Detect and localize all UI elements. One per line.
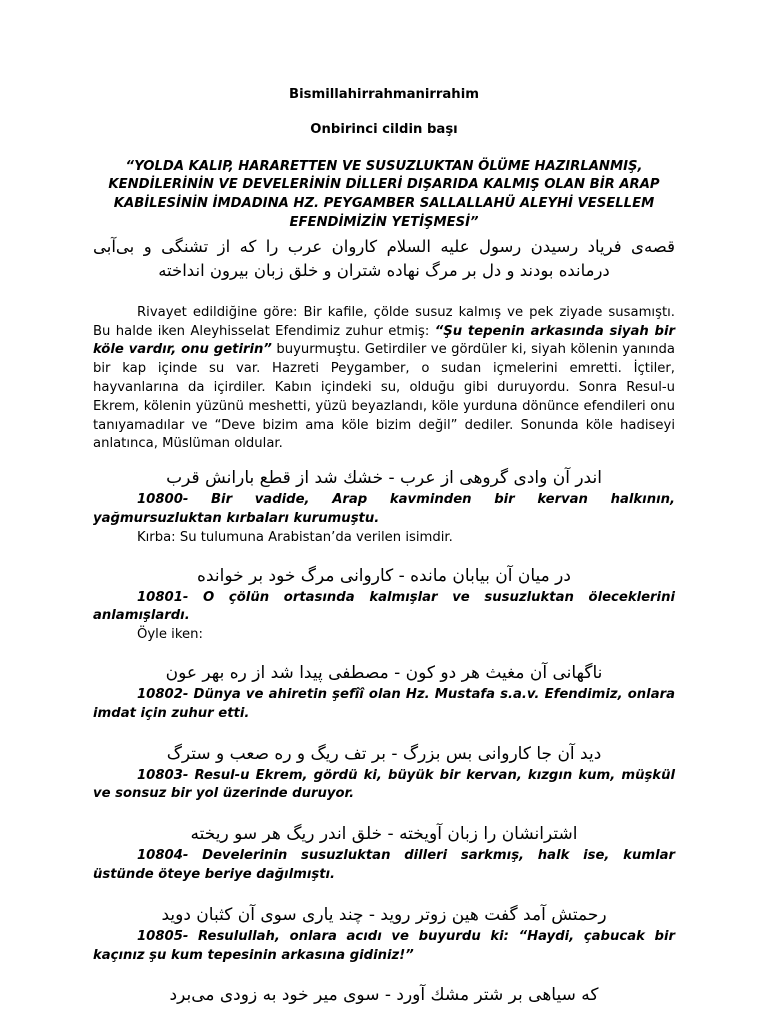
verse-block [93, 903, 675, 966]
verse-block [93, 742, 675, 805]
verse-block [93, 466, 675, 547]
story-title: “YOLDA KALIP, HARARETTEN VE SUSUZLUKTAN ÖLÜME HAZIRLANMIŞ, KENDİLERİNİN VE DEVELERİNİN DİLLERİ DIŞARIDA KALMIŞ OLAN BİR ARAP KABİLESİNİN İMDADINA HZ. PEYGAMBER SALLALLAHÜ ALEYHİ VESELLEM EFENDİMİZİN YETİŞMESİ” [108, 158, 660, 230]
bismillah-heading: Bismillahirrahmanirrahim [289, 87, 479, 102]
verse-translation: 10804- Develerinin susuzluktan dilleri sarkmış, halk ise, kumlar üstünde öteye beriye dağılmıştı. [93, 848, 675, 882]
verse-persian: رحمتش آمد گفت هین زوتر روید - چند یاری سوی آن کثبان دوید [161, 904, 607, 925]
verse-translation: 10805- Resulullah, onlara acıdı ve buyurdu ki: “Haydi, çabucak bir kaçınız şu kum tepesinin arkasına gidiniz!” [93, 928, 675, 963]
document-page [93, 80, 675, 1008]
verse-persian: ناگهانی آن مغیث هر دو کون - مصطفی پیدا شد از ره بهر عون [165, 662, 603, 683]
intro-quote: “Şu tepenin arkasında siyah bir köle vardır, onu getirin” [93, 323, 675, 358]
intro-paragraph [93, 304, 675, 454]
verse-note: Kırba: Su tulumuna Arabistan’da verilen isimdir. [137, 529, 453, 545]
volume-subtitle: Onbirinci cildin başı [310, 121, 458, 137]
verse-translation: 10800- Bir vadide, Arap kavminden bir kervan halkının, yağmursuzluktan kırbaları kurumuştu. [93, 492, 675, 526]
verse-translation: 10802- Dünya ve ahiretin şefîî olan Hz. Mustafa s.a.v. Efendimiz, onlara imdat için zuhur etti. [93, 686, 675, 721]
intro-text-2: buyurmuştu. Getirdiler ve gördüler ki, siyah kölenin yanında bir kap içinde su var. Hazreti Peygamber, o sudan içmelerini emretti. İçtiler, hayvanlarına da içirdiler. Kabın içindeki su, olduğu gibi duruyordu. Sonra Resul-u Ekrem, kölenin yüzünü meshetti, yüzü beyazlandı, köle yurduna dönünce efendileri onu tanıyamadılar ve “Deve bizim ama köle bizim değil” dediler. Sonunda köle hadiseyi anlatınca, Müslüman oldular. [93, 342, 675, 452]
verse-block [93, 564, 675, 645]
verse-translation: 10801- O çölün ortasında kalmışlar ve susuzluktan öleceklerini anlamışlardı. [93, 589, 675, 624]
verse-persian: دید آن جا کاروانی بس بزرگ - بر تف ریگ و ره صعب و سترگ [166, 743, 602, 764]
verse-block [93, 983, 675, 1008]
intro-text-1: Rivayet edildiğine göre: Bir kafile, çölde susuz kalmış ve pek ziyade susamıştı. Bu halde iken Aleyhisselat Efendimiz zuhur etmiş: [93, 304, 675, 339]
persian-title: قصه‌ی فریاد رسیدن رسول علیه السلام کاروان عرب را که از تشنگی و بی‌آبی درمانده بودند و دل بر مرگ نهاده شتران و خلق زبان بیرون انداخته [93, 236, 675, 280]
verse-translation: 10803- Resul-u Ekrem, gördü ki, büyük bir kervan, kızgın kum, müşkül ve sonsuz bir yol üzerinde duruyor. [93, 767, 675, 802]
verse-persian: در میان آن بیابان مانده - کاروانی مرگ خود بر خوانده [197, 565, 571, 586]
verse-block [93, 822, 675, 885]
verse-note: Öyle iken: [137, 627, 203, 643]
verse-block [93, 661, 675, 724]
verse-persian: اشترانشان را زبان آویخته - خلق اندر ریگ هر سو ریخته [190, 824, 578, 845]
verse-persian: که سیاهی بر شتر مشك آورد - سوی میر خود به زودی می‌برد [169, 985, 599, 1006]
verse-persian: اندر آن وادی گروهی از عرب - خشك شد از قطع بارانش قرب [166, 468, 602, 489]
